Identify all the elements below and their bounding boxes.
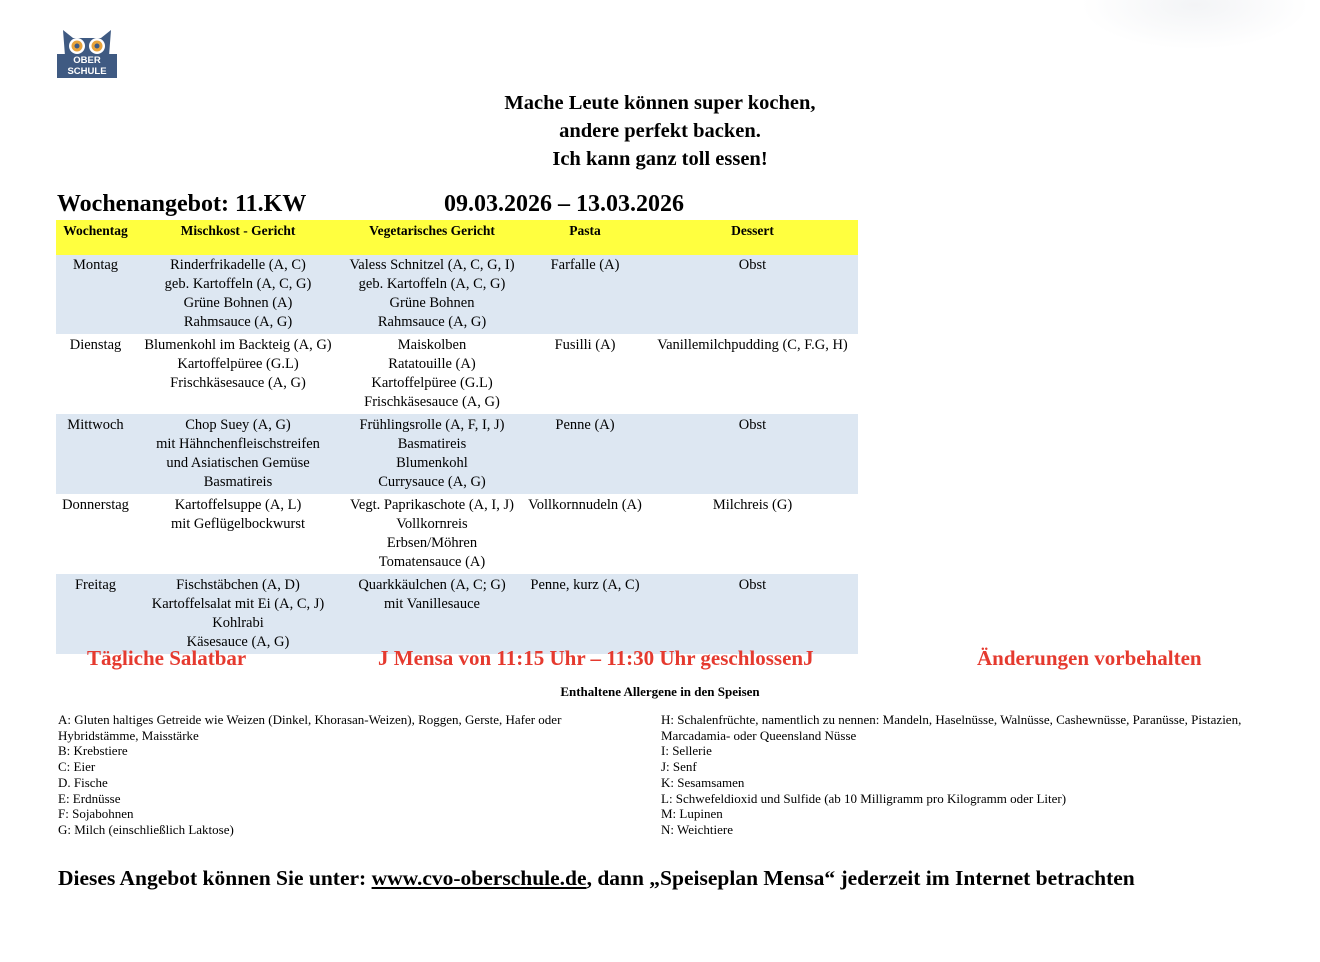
logo-wordmark xyxy=(57,54,117,78)
logo-line-2: SCHULE xyxy=(67,66,107,77)
dish-line: Vegt. Paprikaschote (A, I, J) xyxy=(350,497,514,513)
dish-line: Basmatireis xyxy=(397,436,467,452)
dessert-cell: Obst xyxy=(647,414,858,494)
dish-line: Kartoffelpüree (G.L) xyxy=(177,356,299,372)
motto-line: Mache Leute können super kochen, xyxy=(504,92,816,114)
pasta-cell: Penne (A) xyxy=(523,414,647,494)
dish-line: Blumenkohl im Backteig (A, G) xyxy=(144,337,332,353)
dish-line: Vollkornreis xyxy=(396,516,468,532)
dish-line: Kartoffelsalat mit Ei (A, C, J) xyxy=(151,596,325,612)
allergen-item: K: Sesamsamen xyxy=(661,774,745,790)
dish-line: Quarkkäulchen (A, C; G) xyxy=(358,577,506,593)
dish-line: Rahmsauce (A, G) xyxy=(377,314,487,330)
allergen-item: L: Schwefeldioxid und Sulfide (ab 10 Milligramm pro Kilogramm oder Liter) xyxy=(661,790,1067,806)
motto-line: Ich kann ganz toll essen! xyxy=(552,148,768,170)
pasta-cell: Farfalle (A) xyxy=(523,255,647,334)
dessert-cell: Obst xyxy=(647,574,858,654)
salad-bar-note: Tägliche Salatbar xyxy=(87,646,247,670)
dish-line: geb. Kartoffeln (A, C, G) xyxy=(164,276,312,292)
allergen-list-left xyxy=(58,712,618,838)
pasta-cell: Fusilli (A) xyxy=(554,337,616,353)
logo-line-1: OBER xyxy=(73,55,101,66)
dish-line: Frühlingsrolle (A, F, I, J) xyxy=(359,417,505,433)
column-header-mix: Mischkost - Gericht xyxy=(135,220,341,255)
dish-line: mit Hähnchenfleischstreifen xyxy=(156,436,320,452)
day-cell: Freitag xyxy=(56,574,135,654)
allergen-list-right xyxy=(661,712,1251,838)
closed-note: J Mensa von 11:15 Uhr – 11:30 Uhr geschlossenJ xyxy=(378,646,814,670)
column-header-veg: Vegetarisches Gericht xyxy=(341,220,523,255)
dish-line: Tomatensauce (A) xyxy=(378,554,486,570)
date-range: 09.03.2026 – 13.03.2026 xyxy=(444,191,684,217)
table-row xyxy=(56,334,858,414)
veg-cell xyxy=(341,334,523,414)
dish-line: Grüne Bohnen xyxy=(389,295,475,311)
allergen-item: N: Weichtiere xyxy=(661,821,733,837)
allergen-item: F: Sojabohnen xyxy=(58,806,134,822)
dessert-cell: Vanillemilchpudding (C, F.G, H) xyxy=(657,337,848,353)
dish-line: mit Geflügelbockwurst xyxy=(170,516,306,532)
allergen-item: C: Eier xyxy=(58,759,96,775)
mix-cell xyxy=(135,334,341,414)
dish-line: Maiskolben xyxy=(397,337,467,353)
day-cell: Mittwoch xyxy=(56,414,135,494)
allergen-item: E: Erdnüsse xyxy=(58,790,121,806)
allergen-item: M: Lupinen xyxy=(661,806,723,822)
footer-suffix: , dann „Speiseplan Mensa“ jederzeit im Internet betrachten xyxy=(586,866,1135,890)
school-logo xyxy=(57,28,117,80)
dish-line: Kohlrabi xyxy=(212,615,264,631)
column-header-pasta: Pasta xyxy=(523,220,647,255)
allergen-item: A: Gluten haltiges Getreide wie Weizen (Dinkel, Khorasan-Weizen), Roggen, Gerste, Hafer oder Hybridstämme, Maisstärke xyxy=(58,712,562,743)
allergen-item: J: Senf xyxy=(661,759,697,775)
table-row xyxy=(56,255,858,334)
allergen-item: G: Milch (einschließlich Laktose) xyxy=(58,821,234,837)
background-smudge xyxy=(1080,0,1310,50)
menu-table xyxy=(56,220,858,654)
dish-line: Blumenkohl xyxy=(396,455,468,471)
footer-prefix: Dieses Angebot können Sie unter: xyxy=(58,866,372,890)
dish-line: Basmatireis xyxy=(203,474,273,490)
dish-line: Grüne Bohnen (A) xyxy=(183,295,293,311)
allergen-item: B: Krebstiere xyxy=(58,743,128,759)
dish-line: geb. Kartoffeln (A, C, G) xyxy=(358,276,506,292)
dish-line: Valess Schnitzel (A, C, G, I) xyxy=(349,257,515,273)
day-cell: Dienstag xyxy=(69,337,122,353)
veg-cell xyxy=(341,574,523,654)
dish-line: Frischkäsesauce (A, G) xyxy=(364,394,500,410)
veg-cell xyxy=(341,494,523,574)
allergen-item: H: Schalenfrüchte, namentlich zu nennen: Mandeln, Haselnüsse, Walnüsse, Cashewnüsse, Paranüsse, Pistazien, Marcadamia- oder Queensland Nüsse xyxy=(661,712,1242,743)
table-row xyxy=(56,414,858,494)
veg-cell xyxy=(341,255,523,334)
mix-cell xyxy=(135,494,341,574)
day-cell: Donnerstag xyxy=(62,497,129,513)
changes-note: Änderungen vorbehalten xyxy=(977,646,1202,670)
allergen-title: Enthaltene Allergene in den Speisen xyxy=(560,684,760,699)
column-header-day: Wochentag xyxy=(56,220,135,255)
dish-line: Ratatouille (A) xyxy=(388,356,476,372)
pasta-cell: Penne, kurz (A, C) xyxy=(523,574,647,654)
dish-line: Currysauce (A, G) xyxy=(378,474,486,490)
week-title: Wochenangebot: 11.KW xyxy=(57,191,307,217)
pasta-cell: Vollkornnudeln (A) xyxy=(528,497,642,513)
day-cell: Montag xyxy=(56,255,135,334)
dish-line: Kartoffelsuppe (A, L) xyxy=(174,497,302,513)
mix-cell xyxy=(135,574,341,654)
table-row xyxy=(56,574,858,654)
dish-line: Erbsen/Möhren xyxy=(386,535,478,551)
table-row xyxy=(56,494,858,574)
veg-cell xyxy=(341,414,523,494)
dish-line: Frischkäsesauce (A, G) xyxy=(170,375,306,391)
motto-line: andere perfekt backen. xyxy=(559,120,761,142)
table-header-row xyxy=(56,220,858,255)
dish-line: und Asiatischen Gemüse xyxy=(166,455,310,471)
dessert-cell: Milchreis (G) xyxy=(712,497,793,513)
dish-line: Käsesauce (A, G) xyxy=(186,634,290,650)
footer-note xyxy=(58,866,1135,891)
dessert-cell: Obst xyxy=(647,255,858,334)
motto xyxy=(460,89,860,173)
dish-line: Fischstäbchen (A, D) xyxy=(176,577,300,593)
column-header-dessert: Dessert xyxy=(647,220,858,255)
allergen-item: I: Sellerie xyxy=(661,743,712,759)
dish-line: Kartoffelpüree (G.L) xyxy=(371,375,493,391)
dish-line: Rahmsauce (A, G) xyxy=(183,314,293,330)
dish-line: Chop Suey (A, G) xyxy=(185,417,291,433)
dish-line: mit Vanillesauce xyxy=(384,596,480,612)
allergen-item: D. Fische xyxy=(58,774,108,790)
mix-cell xyxy=(135,255,341,334)
dish-line: Rinderfrikadelle (A, C) xyxy=(170,257,306,273)
mix-cell xyxy=(135,414,341,494)
website-link[interactable]: www.cvo-oberschule.de xyxy=(371,866,587,890)
